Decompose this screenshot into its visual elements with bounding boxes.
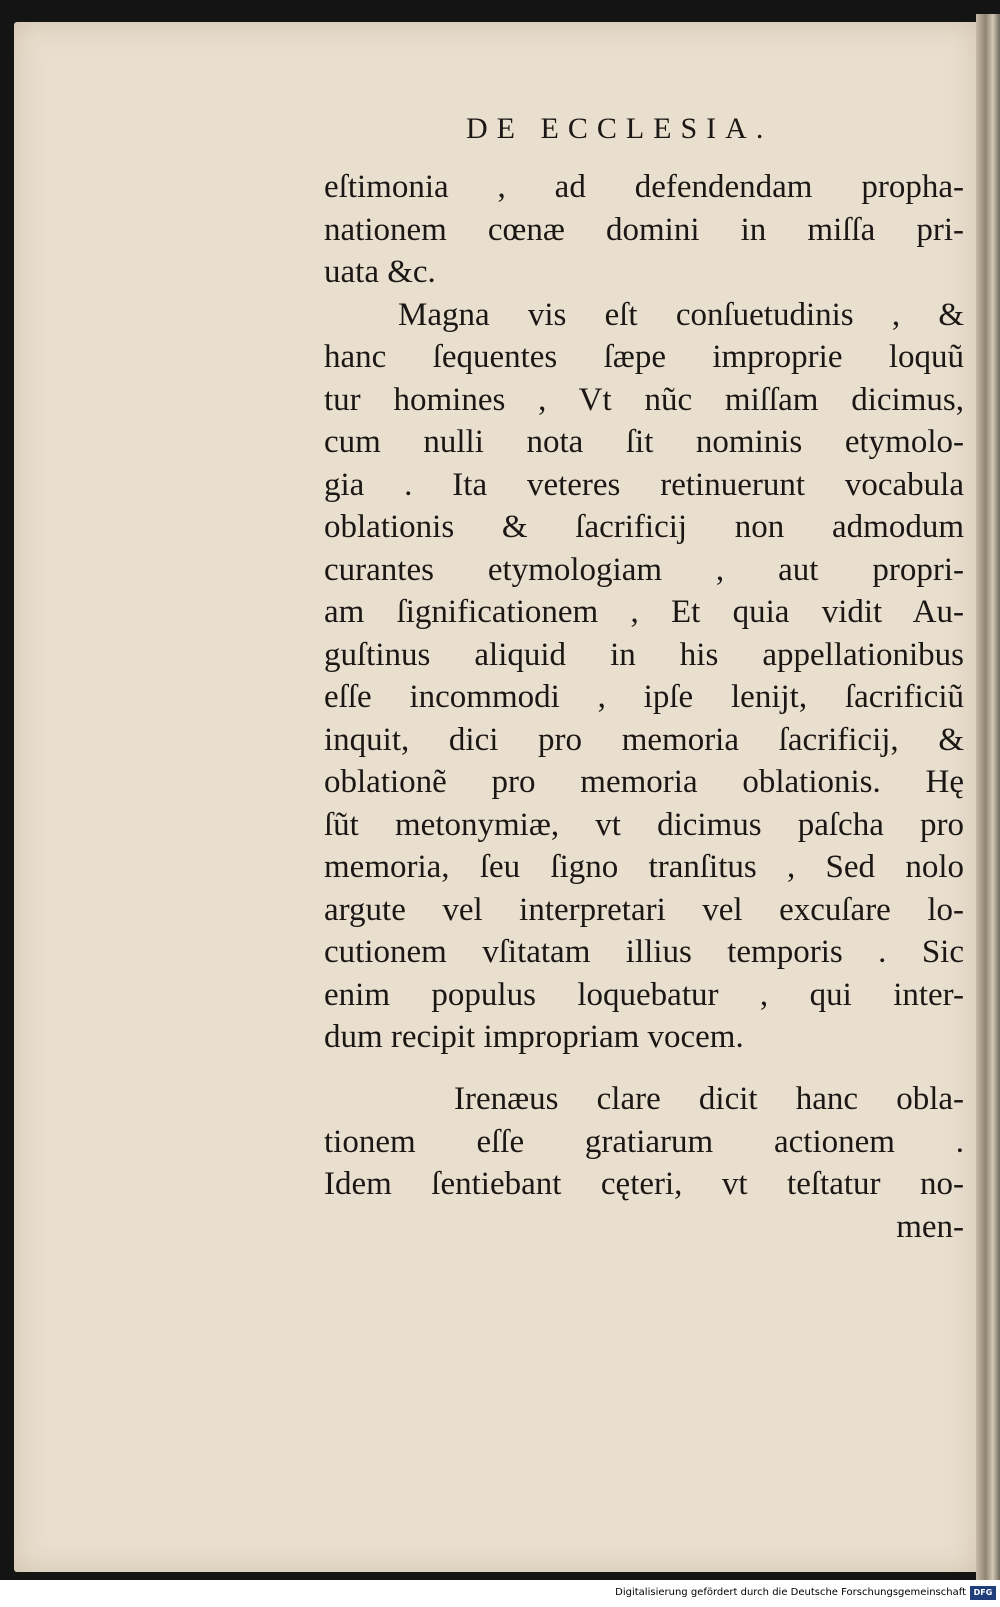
text-line: nationem cœnæ domini in miſſa pri- xyxy=(324,211,964,248)
text-line: argute vel interpretari vel excuſare lo- xyxy=(324,891,964,928)
text-line: Idem ſentiebant cęteri, vt teſtatur no- xyxy=(324,1166,964,1202)
paragraph-2 xyxy=(324,1078,964,1248)
text-line: curantes etymologiam , aut propri- xyxy=(324,551,964,588)
text-line: tur homines , Vt nũc miſſam dicimus, xyxy=(324,381,964,418)
text-line: cutionem vſitatam illius temporis . Sic xyxy=(324,934,964,970)
text-line: enim populus loquebatur , qui inter- xyxy=(324,976,964,1013)
text-line: oblationis & ſacrificij non admodum xyxy=(324,509,964,545)
page-edge xyxy=(976,14,1000,1580)
text-line: uata &c. xyxy=(324,254,436,290)
text-line: gia . Ita veteres retinuerunt vocabula xyxy=(324,466,964,503)
text-line: am ſignificationem , Et quia vidit Au- xyxy=(324,594,964,630)
text-line: guſtinus aliquid in his appellationibus xyxy=(324,636,964,673)
paragraph-1 xyxy=(324,166,964,1059)
catchword: men- xyxy=(896,1208,964,1245)
text-line: hanc ſequentes ſæpe improprie loquũ xyxy=(324,339,964,375)
running-head: DE ECCLESIA. xyxy=(466,112,773,145)
text-line: oblationẽ pro memoria oblationis. Hę xyxy=(324,764,964,800)
footer-credit: Digitalisierung gefördert durch die Deutsche Forschungsgemeinschaft xyxy=(615,1587,966,1598)
text-line: cum nulli nota ſit nominis etymolo- xyxy=(324,424,964,460)
dfg-logo: DFG xyxy=(970,1586,996,1600)
text-line: inquit, dici pro memoria ſacrificij, & xyxy=(324,721,964,758)
text-line: Irenæus clare dicit hanc obla- xyxy=(454,1081,964,1117)
text-line: tionem eſſe gratiarum actionem . xyxy=(324,1123,964,1160)
text-line: eſſe incommodi , ipſe lenijt, ſacrificiũ xyxy=(324,679,964,715)
text-line: Magna vis eſt conſuetudinis , & xyxy=(398,296,964,333)
text-line: eſtimonia , ad defendendam propha- xyxy=(324,169,964,205)
text-line: ſũt metonymiæ, vt dicimus paſcha pro xyxy=(324,806,964,843)
text-line: memoria, ſeu ſigno tranſitus , Sed nolo xyxy=(324,849,964,885)
text-line: dum recipit impropriam vocem. xyxy=(324,1019,744,1055)
